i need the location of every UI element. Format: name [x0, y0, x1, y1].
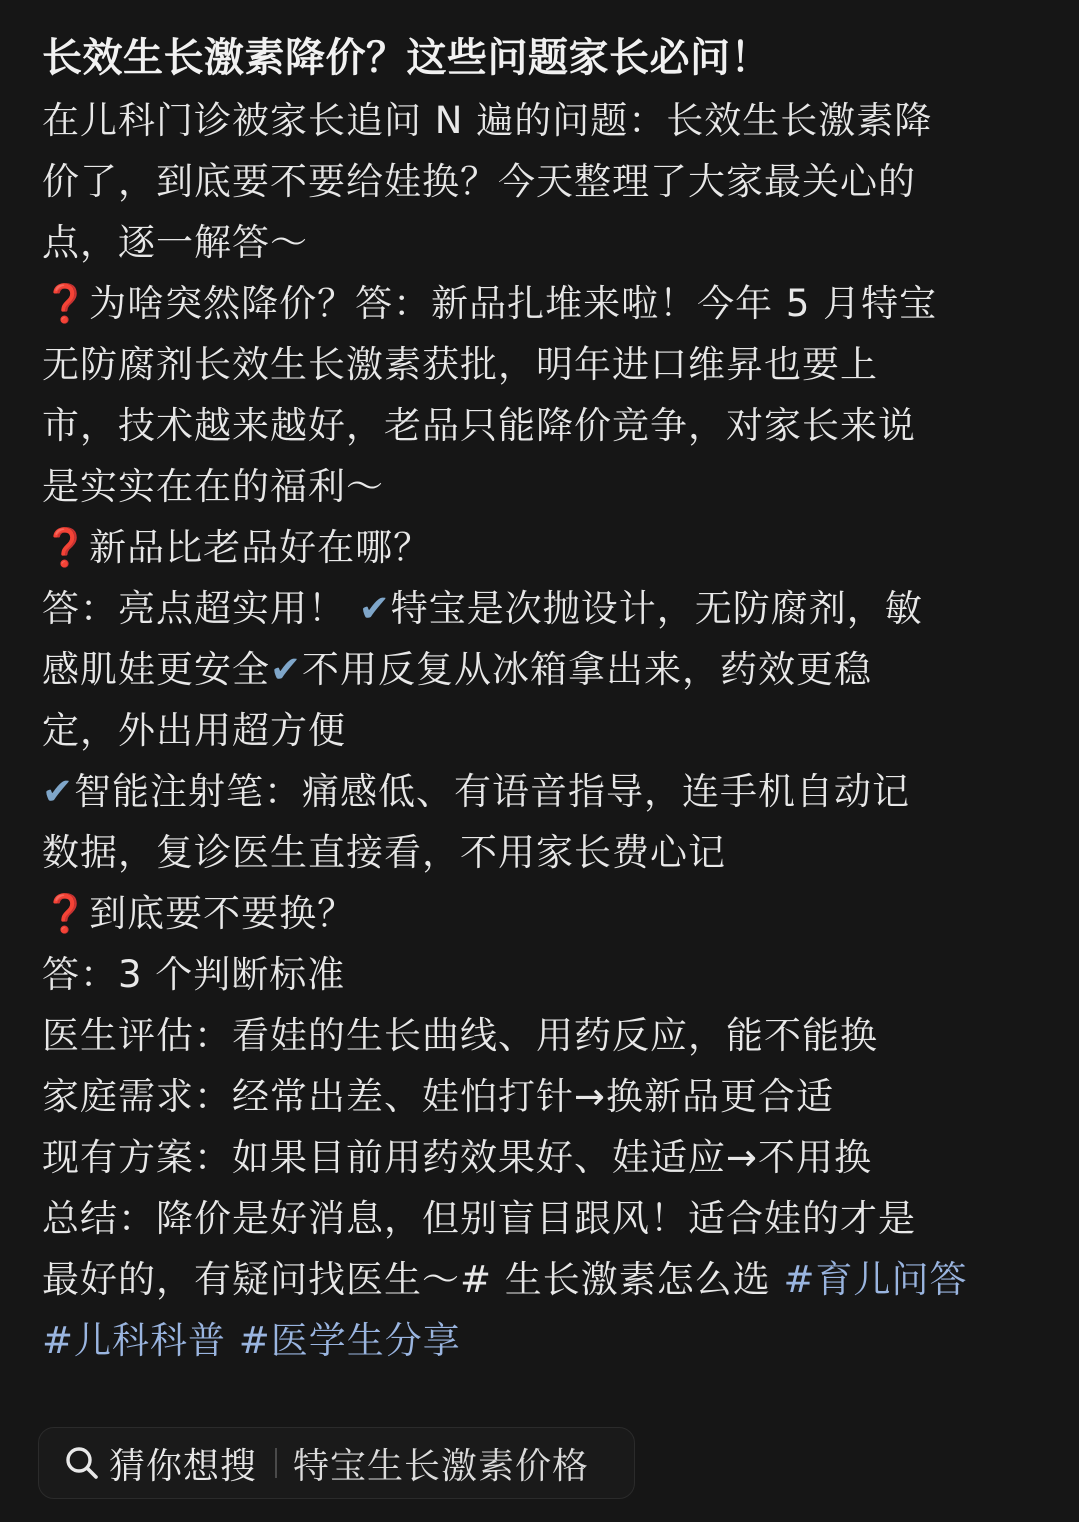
body-line: 在儿科门诊被家长追问 N 遍的问题：长效生长激素降 — [42, 99, 933, 142]
hashtag-link[interactable]: #儿科科普 — [42, 1319, 227, 1362]
body-line: ❓到底要不要换？ — [42, 892, 356, 935]
body-line — [42, 1310, 1037, 1371]
search-icon — [65, 1446, 99, 1480]
search-label: 猜你想搜 — [109, 1445, 258, 1487]
check-icon: ✔ — [42, 770, 75, 813]
body-line: 定，外出用超方便 — [42, 709, 346, 752]
search-divider — [275, 1448, 277, 1478]
body-line: 答：3 个判断标准 — [42, 953, 346, 996]
question-icon: ❓ — [42, 892, 90, 935]
body-line: 最好的，有疑问找医生～# 生长激素怎么选 #育儿问答 — [42, 1258, 968, 1301]
body-line: 医生评估：看娃的生长曲线、用药反应，能不能换 — [42, 1014, 878, 1057]
body-line: 答：亮点超实用！ ✔特宝是次抛设计，无防腐剂，敏 — [42, 587, 923, 630]
body-line: 无防腐剂长效生长激素获批，明年进口维昇也要上 — [42, 343, 878, 386]
body-line: ❓新品比老品好在哪？ — [42, 526, 432, 569]
post-title: 长效生长激素降价？这些问题家长必问！ — [42, 35, 771, 81]
post-content — [42, 28, 1037, 1371]
body-line: 市，技术越来越好，老品只能降价竞争，对家长来说 — [42, 404, 916, 447]
body-line: 价了，到底要不要给娃换？今天整理了大家最关心的 — [42, 160, 916, 203]
body-line: 家庭需求：经常出差、娃怕打针→换新品更合适 — [42, 1075, 835, 1118]
hashtag-link[interactable]: #育儿问答 — [783, 1258, 968, 1301]
suggested-search-bar[interactable] — [38, 1427, 635, 1499]
hashtag-link[interactable]: #医学生分享 — [238, 1319, 461, 1362]
body-line: 总结：降价是好消息，但别盲目跟风！适合娃的才是 — [42, 1197, 916, 1240]
question-icon: ❓ — [42, 526, 90, 569]
body-line: 是实实在在的福利～ — [42, 465, 384, 508]
body-line: 现有方案：如果目前用药效果好、娃适应→不用换 — [42, 1136, 873, 1179]
body-line: ✔智能注射笔：痛感低、有语音指导，连手机自动记 — [42, 770, 911, 813]
body-line: 点，逐一解答～ — [42, 221, 308, 264]
question-icon: ❓ — [42, 282, 90, 325]
suggested-query[interactable]: 特宝生长激素价格 — [293, 1445, 590, 1487]
body-line: 数据，复诊医生直接看，不用家长费心记 — [42, 831, 726, 874]
post-body — [42, 90, 1037, 1371]
body-line: 感肌娃更安全✔不用反复从冰箱拿出来，药效更稳 — [42, 648, 873, 691]
body-line: ❓为啥突然降价？答：新品扎堆来啦！今年 5 月特宝 — [42, 282, 938, 325]
check-icon: ✔ — [358, 587, 391, 630]
check-icon: ✔ — [270, 648, 303, 691]
